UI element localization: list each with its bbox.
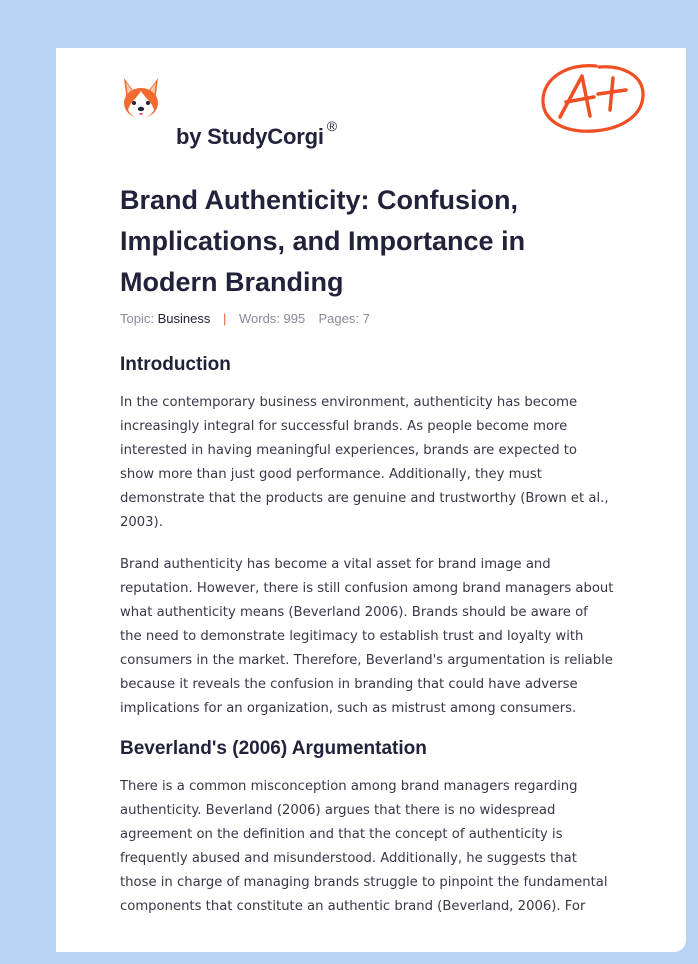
paragraph: Brand authenticity has become a vital asset for brand image and reputation. However, there is still confusion among brand managers about what authenticity means (Beverland 2006). Brands should be aware of the need to demonstrate legitimacy to establish trust and loyalty with consumers in the market. Therefore, Beverland's argumentation is reliable because it reveals the confusion in branding that could have adverse implications for an organization, such as mistrust among consumers. — [120, 557, 614, 716]
a-plus-grade-icon — [538, 59, 648, 139]
brand-name: by StudyCorgi ® — [176, 118, 337, 149]
section-heading-beverland-argumentation: Beverland's (2006) Argumentation — [120, 738, 427, 759]
document-card — [56, 48, 686, 952]
page-title: Brand Authenticity: Confusion, Implications, and Importance in Modern Branding — [120, 185, 526, 297]
pages-value: 7 — [362, 311, 370, 326]
section-heading-introduction: Introduction — [120, 354, 231, 375]
document-meta — [120, 311, 370, 326]
pages-label: Pages: — [318, 311, 359, 326]
topic-value[interactable]: Business — [157, 311, 211, 326]
corgi-head-icon — [120, 76, 162, 122]
paragraph: In the contemporary business environment, authenticity has become increasingly integral for successful brands. As people become more interested in having meaningful experiences, brands are expected to show more than just good performance. Additionally, they must demonstrate that the products are genuine and trustworthy (Brown et al., 2003). — [120, 395, 609, 530]
studycorgi-logo[interactable] — [120, 76, 337, 149]
registered-mark: ® — [326, 118, 337, 134]
words-value: 995 — [283, 311, 306, 326]
words-label: Words: — [238, 311, 280, 326]
paragraph: There is a common misconception among brand managers regarding authenticity. Beverland (2006) argues that there is no widespread agreement on the definition and that the concept of authenticity is frequently abused and misunderstood. Additionally, he suggests that those in charge of managing brands struggle to pinpoint the fundamental components that constitute an authentic brand (Beverland, 2006). For — [120, 779, 608, 914]
topic-label: Topic: — [120, 311, 154, 326]
meta-separator: | — [222, 311, 227, 326]
